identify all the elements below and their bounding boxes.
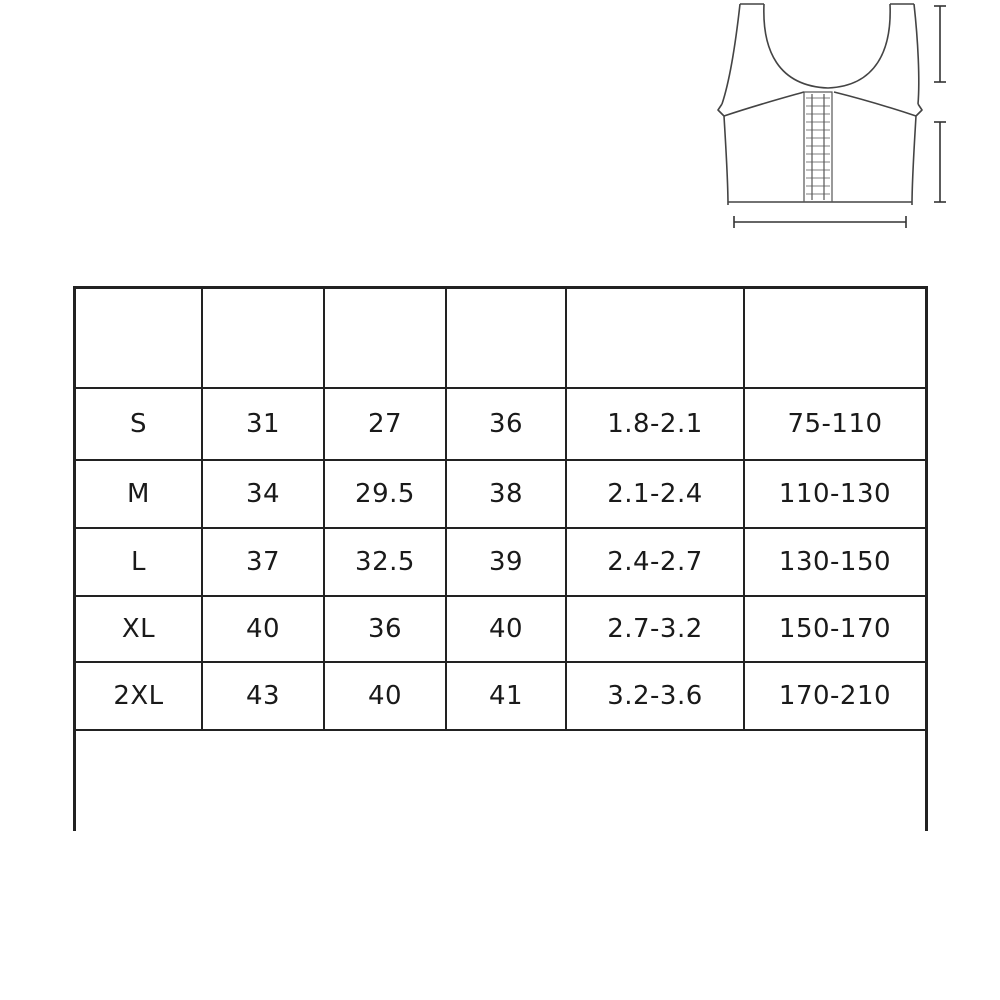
table-cell: 36 xyxy=(367,614,403,644)
table-cell: 150-170 xyxy=(778,614,892,644)
table-cell: 2.4-2.7 xyxy=(607,547,703,577)
table-cell: 40 xyxy=(367,681,403,711)
header-cell xyxy=(745,289,925,387)
size-table xyxy=(73,286,928,831)
table-cell: 37 xyxy=(245,547,281,577)
table-cell: 3.2-3.6 xyxy=(607,681,703,711)
table-header-row xyxy=(76,289,925,387)
hook-closure-icon xyxy=(804,92,832,202)
table-row xyxy=(76,389,925,459)
table-cell: 130-150 xyxy=(778,547,892,577)
size-label: L xyxy=(131,547,146,577)
table-cell: 32.5 xyxy=(355,547,415,577)
table-cell: 2.1-2.4 xyxy=(607,479,703,509)
size-label: XL xyxy=(121,614,156,644)
table-row xyxy=(76,597,925,661)
table-cell: 29.5 xyxy=(355,479,415,509)
size-label: M xyxy=(127,479,150,509)
table-cell: 34 xyxy=(245,479,281,509)
table-cell: 40 xyxy=(488,614,524,644)
size-label: 2XL xyxy=(113,681,164,711)
header-cell xyxy=(203,289,323,387)
garment-diagram xyxy=(700,0,960,240)
table-cell: 27 xyxy=(367,409,403,439)
height-measure-icon xyxy=(934,6,946,202)
table-cell: 110-130 xyxy=(778,479,892,509)
table-cell: 41 xyxy=(488,681,524,711)
table-cell: 39 xyxy=(488,547,524,577)
table-cell: 2.7-3.2 xyxy=(607,614,703,644)
crop-top-icon xyxy=(718,4,922,205)
table-row xyxy=(76,461,925,527)
header-cell xyxy=(447,289,565,387)
header-cell xyxy=(76,289,201,387)
header-cell xyxy=(567,289,743,387)
table-row xyxy=(76,529,925,595)
width-measure-icon xyxy=(734,216,906,228)
size-label: S xyxy=(129,409,147,439)
row-divider xyxy=(76,729,925,731)
table-cell: 31 xyxy=(245,409,281,439)
table-cell: 40 xyxy=(245,614,281,644)
table-cell: 43 xyxy=(245,681,281,711)
table-row xyxy=(76,663,925,729)
table-cell: 36 xyxy=(488,409,524,439)
table-cell: 75-110 xyxy=(787,409,883,439)
table-cell: 170-210 xyxy=(778,681,892,711)
header-cell xyxy=(325,289,445,387)
table-cell: 1.8-2.1 xyxy=(607,409,703,439)
table-cell: 38 xyxy=(488,479,524,509)
